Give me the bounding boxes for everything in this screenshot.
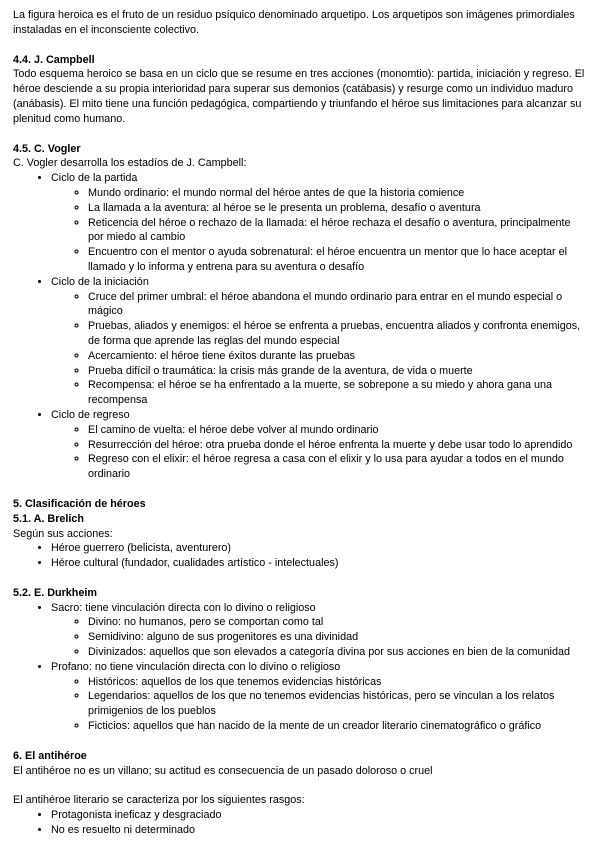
antiheroe-paragraph-2: El antihéroe literario se caracteriza por los siguientes rasgos: [13,794,305,807]
durkheim-list [13,601,587,734]
cycle-label: Ciclo de la partida [51,172,138,185]
cycle-label: Ciclo de la iniciación [51,275,149,288]
list-item: ◦ Históricos: aquellos de los que tenemos evidencias históricas [88,675,587,690]
list-item-cycle [51,408,587,482]
list-item-cycle [51,275,587,408]
group-sublist [51,615,587,659]
list-item: ◦ Divinizados: aquellos que son elevados a categoría divina por sus acciones en bien de la comunidad [88,645,587,660]
list-item-stage: ◦ Reticencia del héroe o rechazo de la llamada: el héroe rechaza el desafío o aventura, principalmente por miedo al cambio [88,216,587,246]
section-heading-vogler: 4.5. C. Vogler [13,142,81,155]
section-durkheim [13,586,587,734]
list-item-stage: ◦ Resurrección del héroe: otra prueba donde el héroe enfrenta la muerte y debe usar todo lo aprendido [88,438,587,453]
list-item-stage: ◦ El camino de vuelta: el héroe debe volver al mundo ordinario [88,423,587,438]
cycle-stages-list [51,423,587,482]
section-heading-brelich: 5.1. A. Brelich [13,512,85,525]
section-antiheroe [13,749,587,838]
antiheroe-paragraph-1: El antihéroe no es un villano; su actitud es consecuencia de un pasado doloroso o cruel [13,764,433,777]
campbell-paragraph: Todo esquema heroico se basa en un ciclo que se resume en tres acciones (monomtio): partida, iniciación y regreso. El héroe desciende a su propia interioridad para superar sus demonios (catábasis) y resurge como un individuo maduro (anábasis). El mito tiene una función pedagógica, compartiendo y triunfando el héroe sus limitaciones para alcanzar su plenitud como humano. [13,68,585,125]
vogler-cycles-list [13,171,587,482]
list-item-stage: ◦ Acercamiento: el héroe tiene éxitos durante las pruebas [88,349,587,364]
vogler-intro: C. Vogler desarrolla los estadíos de J. Campbell: [13,157,247,170]
cycle-stages-list [51,290,587,408]
section-heading-durkheim: 5.2. E. Durkheim [13,586,98,599]
list-item-stage: ◦ Recompensa: el héroe se ha enfrentado a la muerte, se sobrepone a su miedo y ahora gana una recompensa [88,378,587,408]
list-item: ◦ Semidivino: alguno de sus progenitores es una divinidad [88,630,587,645]
list-item-stage: ◦ La llamada a la aventura: al héroe se le presenta un problema, desafío o aventura [88,201,587,216]
cycle-label: Ciclo de regreso [51,408,130,421]
group-label: Sacro: tiene vinculación directa con lo divino o religioso [51,601,316,614]
brelich-intro: Según sus acciones: [13,527,113,540]
list-item-stage: ◦ Cruce del primer umbral: el héroe abandona el mundo ordinario para entrar en el mundo especial o mágico [88,290,587,320]
list-item: ◦ Divino: no humanos, pero se comportan como tal [88,615,587,630]
group-label: Profano: no tiene vinculación directa con lo divino o religioso [51,660,341,673]
list-item: • No es resuelto ni determinado [51,823,587,838]
section-heading-clasificacion: 5. Clasificación de héroes [13,497,146,510]
list-item: • Héroe cultural (fundador, cualidades artístico - intelectuales) [51,556,587,571]
list-item-stage: ◦ Encuentro con el mentor o ayuda sobrenatural: el héroe encuentra un mentor que lo hace aceptar el llamado y lo informa y entrena para su aventura o desafío [88,245,587,275]
intro-paragraph: La figura heroica es el fruto de un residuo psíquico denominado arquetipo. Los arquetipos son imágenes primordiales instaladas en el inconsciente colectivo. [13,9,575,36]
list-item-cycle [51,171,587,275]
list-item: ◦ Legendarios: aquellos de los que no tenemos evidencias históricas, pero se vinculan a los relatos primigenios de los pueblos [88,689,587,719]
list-item-stage: ◦ Mundo ordinario: el mundo normal del héroe antes de que la historia comience [88,186,587,201]
section-heading-campbell: 4.4. J. Campbell [13,53,95,66]
list-item-group [51,660,587,734]
list-item: • Héroe guerrero (belicista, aventurero) [51,541,587,556]
group-sublist [51,675,587,734]
antiheroe-traits-list [13,808,587,838]
cycle-stages-list [51,186,587,275]
list-item-stage: ◦ Pruebas, aliados y enemigos: el héroe se enfrenta a pruebas, encuentra aliados y confronta enemigos, de forma que aprende las reglas del mundo especial [88,319,587,349]
section-campbell [13,53,587,127]
list-item: ◦ Ficticios: aquellos que han nacido de la mente de un creador literario cinematográfico o gráfico [88,719,587,734]
list-item-group [51,601,587,660]
section-vogler [13,142,587,482]
section-clasificacion [13,497,587,571]
list-item-stage: ◦ Prueba difícil o traumática: la crisis más grande de la aventura, de vida o muerte [88,364,587,379]
brelich-list [13,541,587,571]
list-item-stage: ◦ Regreso con el elixir: el héroe regresa a casa con el elixir y lo usa para ayudar a todos en el mundo ordinario [88,452,587,482]
list-item: • Protagonista ineficaz y desgraciado [51,808,587,823]
section-heading-antiheroe: 6. El antihéroe [13,749,87,762]
